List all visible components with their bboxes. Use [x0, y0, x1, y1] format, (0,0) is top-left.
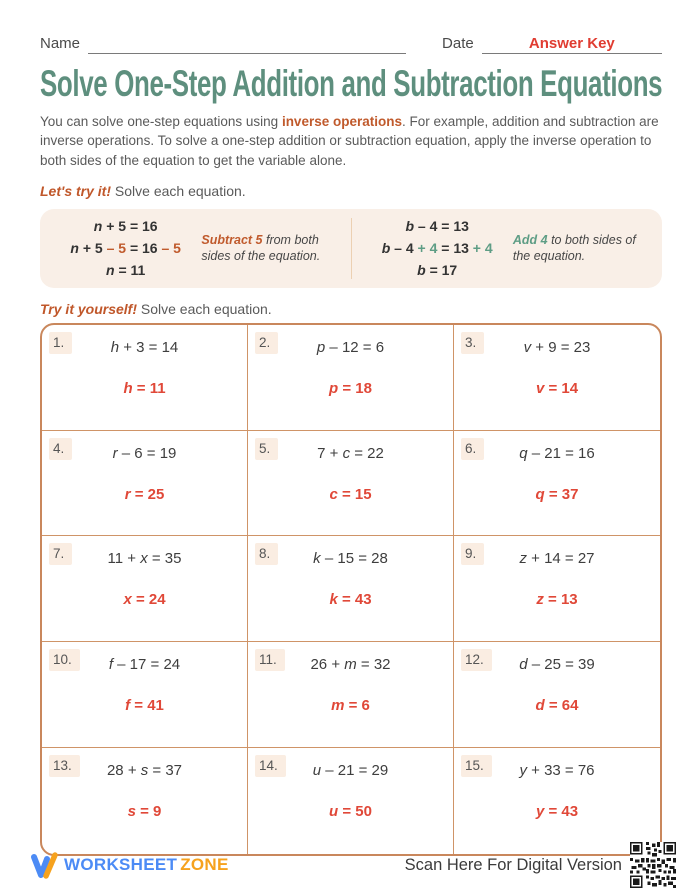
problem-cell-6: [454, 431, 660, 537]
scan-here-text: Scan Here For Digital Version: [404, 855, 622, 874]
equation-line: b – 4 = 13: [405, 218, 469, 235]
problem-answer: s = 9: [127, 803, 162, 821]
worksheetzone-logo: [30, 851, 229, 879]
intro-post: . For example, addition and subtraction are inverse operations. To solve a one-step addition or subtraction equation, apply the inverse operation to both sides of the equation to get the variable alone.: [40, 114, 659, 168]
problem-cell-9: [454, 536, 660, 642]
example-addition: [352, 209, 663, 288]
problem-equation: h + 3 = 14: [110, 338, 179, 356]
problem-answer: k = 43: [329, 591, 372, 609]
equation-line: n + 5 = 16: [93, 218, 158, 235]
problem-number: 9.: [461, 543, 484, 565]
problem-cell-2: [248, 325, 454, 431]
name-blank-line: [88, 34, 406, 54]
problem-equation: q – 21 = 16: [519, 444, 595, 462]
date-blank-line: [482, 34, 662, 54]
problem-equation: 26 + m = 32: [310, 656, 391, 674]
name-date-row: [40, 34, 662, 54]
problem-number: 13.: [49, 755, 80, 777]
problem-answer: m = 6: [331, 697, 370, 715]
problem-answer: y = 43: [535, 803, 579, 821]
worksheetzone-logo-text: WORKSHEET ZONE: [64, 855, 229, 874]
problem-cell-7: [42, 536, 248, 642]
problem-answer: p = 18: [329, 379, 372, 397]
problem-number: 12.: [461, 649, 492, 671]
problem-number: 15.: [461, 755, 492, 777]
problems-table: [40, 323, 662, 856]
example-box: [40, 209, 662, 288]
problem-answer: v = 14: [535, 379, 579, 397]
problem-answer: q = 37: [535, 485, 579, 503]
problem-equation: u – 21 = 29: [312, 762, 389, 780]
equation-line: n = 11: [106, 262, 146, 279]
name-label: Name: [40, 35, 81, 52]
problem-answer: z = 13: [536, 591, 578, 609]
example-subtraction-note: Subtract 5 from both sides of the equation.: [201, 232, 321, 264]
problem-answer: u = 50: [329, 803, 372, 821]
problem-answer: h = 11: [123, 379, 166, 397]
qr-code-icon: [630, 842, 676, 888]
problem-equation: f – 17 = 24: [108, 656, 181, 674]
problem-equation: 11 + x = 35: [107, 550, 182, 568]
problem-number: 10.: [49, 649, 80, 671]
problem-equation: k – 15 = 28: [313, 550, 388, 568]
problem-equation: 7 + c = 22: [317, 444, 384, 462]
example-subtraction: [40, 209, 351, 288]
problem-equation: 28 + s = 37: [106, 762, 183, 780]
problem-cell-5: [248, 431, 454, 537]
try-yourself-line: [40, 301, 662, 317]
problem-cell-1: [42, 325, 248, 431]
lets-try-rest: Solve each equation.: [111, 182, 246, 199]
footer: [30, 839, 676, 891]
equation-line: b – 4 + 4 = 13 + 4: [381, 240, 493, 257]
problem-equation: r – 6 = 19: [112, 444, 177, 462]
problem-number: 11.: [255, 649, 285, 671]
problem-cell-12: [454, 642, 660, 748]
problem-number: 6.: [461, 438, 484, 460]
equation-line: b = 17: [417, 262, 458, 279]
page-title: [40, 63, 662, 109]
problem-number: 3.: [461, 332, 484, 354]
intro-pre: You can solve one-step equations using: [40, 114, 282, 129]
problem-cell-4: [42, 431, 248, 537]
problem-number: 4.: [49, 438, 72, 460]
problem-answer: f = 41: [125, 697, 164, 715]
intro-paragraph: [40, 112, 662, 170]
problem-cell-10: [42, 642, 248, 748]
scan-section: [405, 842, 676, 888]
problem-equation: y + 33 = 76: [519, 762, 595, 780]
problem-number: 7.: [49, 543, 72, 565]
page-title-text: Solve One-Step Addition and Subtraction Equations: [40, 63, 663, 104]
example-subtraction-equations: [50, 215, 201, 281]
problem-number: 14.: [255, 755, 286, 777]
problem-number: 1.: [49, 332, 72, 354]
problem-cell-3: [454, 325, 660, 431]
problem-number: 8.: [255, 543, 278, 565]
problem-equation: p – 12 = 6: [316, 338, 385, 356]
problem-answer: d = 64: [535, 697, 579, 715]
lets-try-line: [40, 183, 662, 199]
answer-key-text: Answer Key: [528, 35, 615, 52]
lets-try-lead: Let's try it!: [40, 182, 112, 199]
problem-equation: v + 9 = 23: [523, 338, 591, 356]
problem-answer: x = 24: [123, 591, 166, 609]
problem-answer: c = 15: [329, 485, 372, 503]
equation-line: n + 5 – 5 = 16 – 5: [70, 240, 181, 257]
try-yourself-rest: Solve each equation.: [137, 300, 272, 317]
try-yourself-lead: Try it yourself!: [40, 300, 137, 317]
problem-number: 5.: [255, 438, 278, 460]
example-addition-equations: [362, 215, 513, 281]
problem-cell-8: [248, 536, 454, 642]
example-addition-note: Add 4 to both sides of the equation.: [512, 232, 636, 264]
problem-answer: r = 25: [124, 485, 165, 503]
date-label: Date: [442, 35, 474, 52]
worksheetzone-logo-icon: [30, 851, 58, 879]
problem-cell-11: [248, 642, 454, 748]
intro-bold-term: inverse operations: [281, 114, 402, 129]
problem-equation: d – 25 = 39: [519, 656, 595, 674]
problem-equation: z + 14 = 27: [519, 550, 595, 568]
problem-number: 2.: [255, 332, 278, 354]
